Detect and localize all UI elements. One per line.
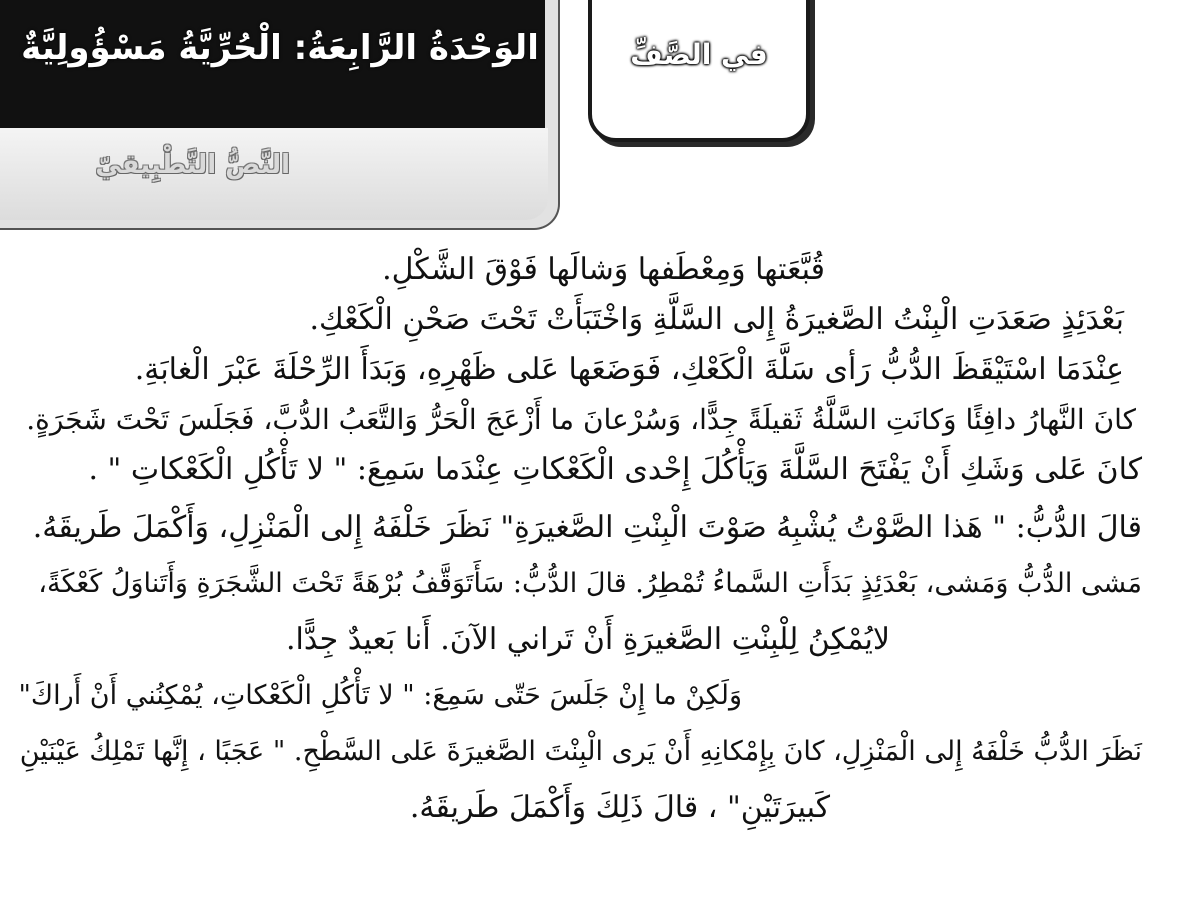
- section-band: [0, 128, 548, 220]
- text-line: بَعْدَئِذٍ صَعَدَتِ الْبِنْتُ الصَّغيرَةُ إِلى السَّلَّةِ وَاخْتَبَأَتْ تَحْتَ صَحْنِ الْكَعْكِ.: [309, 302, 1124, 337]
- text-line: قُبَّعَتها وَمِعْطَفها وَشالَها فَوْقَ الشَّكْلِ.: [382, 252, 825, 287]
- text-line: مَشى الدُّبُّ وَمَشى، بَعْدَئِذٍ بَدَأَتِ السَّماءُ تُمْطِرُ. قالَ الدُّبُّ: سَأَتَوَقَّفُ بُرْهَةً تَحْتَ الشَّجَرَةِ وَأَتَناوَلُ كَعْكَةً،: [38, 568, 1142, 599]
- text-line: قالَ الدُّبُّ: " هَذا الصَّوْتُ يُشْبِهُ صَوْتَ الْبِنْتِ الصَّغيرَةِ" نَظَرَ خَلْفَهُ إِلى الْمَنْزِلِ، وَأَكْمَلَ طَريقَهُ.: [32, 510, 1142, 545]
- class-label: في الصَّفِّ: [630, 38, 768, 71]
- class-activity-box: [588, 0, 810, 142]
- text-line: لايُمْكِنُ لِلْبِنْتِ الصَّغيرَةِ أَنْ تَراني الآنَ. أَنا بَعيدٌ جِدًّا.: [286, 622, 890, 657]
- text-line: وَلَكِنْ ما إِنْ جَلَسَ حَتّى سَمِعَ: " لا تَأْكُلِ الْكَعْكاتِ، يُمْكِنُني أَنْ أَراكَ": [18, 680, 742, 711]
- unit-title-band: [0, 0, 545, 128]
- text-line: كَبيرَتَيْنِ" ، قالَ ذَلِكَ وَأَكْمَلَ طَريقَهُ.: [409, 790, 830, 825]
- text-line: عِنْدَمَا اسْتَيْقَظَ الدُّبُّ رَأى سَلَّةَ الْكَعْكِ، فَوَضَعَها عَلى ظَهْرِهِ، وَبَدَأَ الرِّحْلَةَ عَبْرَ الْغابَةِ.: [134, 352, 1124, 387]
- unit-title: الوَحْدَةُ الرَّابِعَةُ: الْحُرِّيَّةُ مَسْؤُولِيَّةٌ: [21, 28, 539, 68]
- text-line: كانَ النَّهارُ دافِئًا وَكانَتِ السَّلَّةُ ثَقيلَةً جِدًّا، وَسُرْعانَ ما أَزْعَجَ الْحَرُّ وَالتَّعَبُ الدُّبَّ، فَجَلَسَ تَحْتَ شَجَرَةٍ.: [26, 403, 1136, 436]
- text-line: كانَ عَلى وَشَكِ أَنْ يَفْتَحَ السَّلَّةَ وَيَأْكُلَ إِحْدى الْكَعْكاتِ عِنْدَما سَمِعَ: " لا تَأْكُلِ الْكَعْكاتِ " .: [88, 452, 1142, 487]
- unit-header: [0, 0, 560, 230]
- section-label: النَّصُّ التَّطْبِيقيّ: [95, 150, 290, 180]
- text-line: نَظَرَ الدُّبُّ خَلْفَهُ إِلى الْمَنْزِلِ، كانَ بِإِمْكانِهِ أَنْ يَرى الْبِنْتَ الصَّغيرَةَ عَلى السَّطْحِ. " عَجَبًا ، إِنَّها تَمْلِكُ عَيْنَيْنِ: [19, 736, 1142, 767]
- story-text: [0, 240, 1200, 900]
